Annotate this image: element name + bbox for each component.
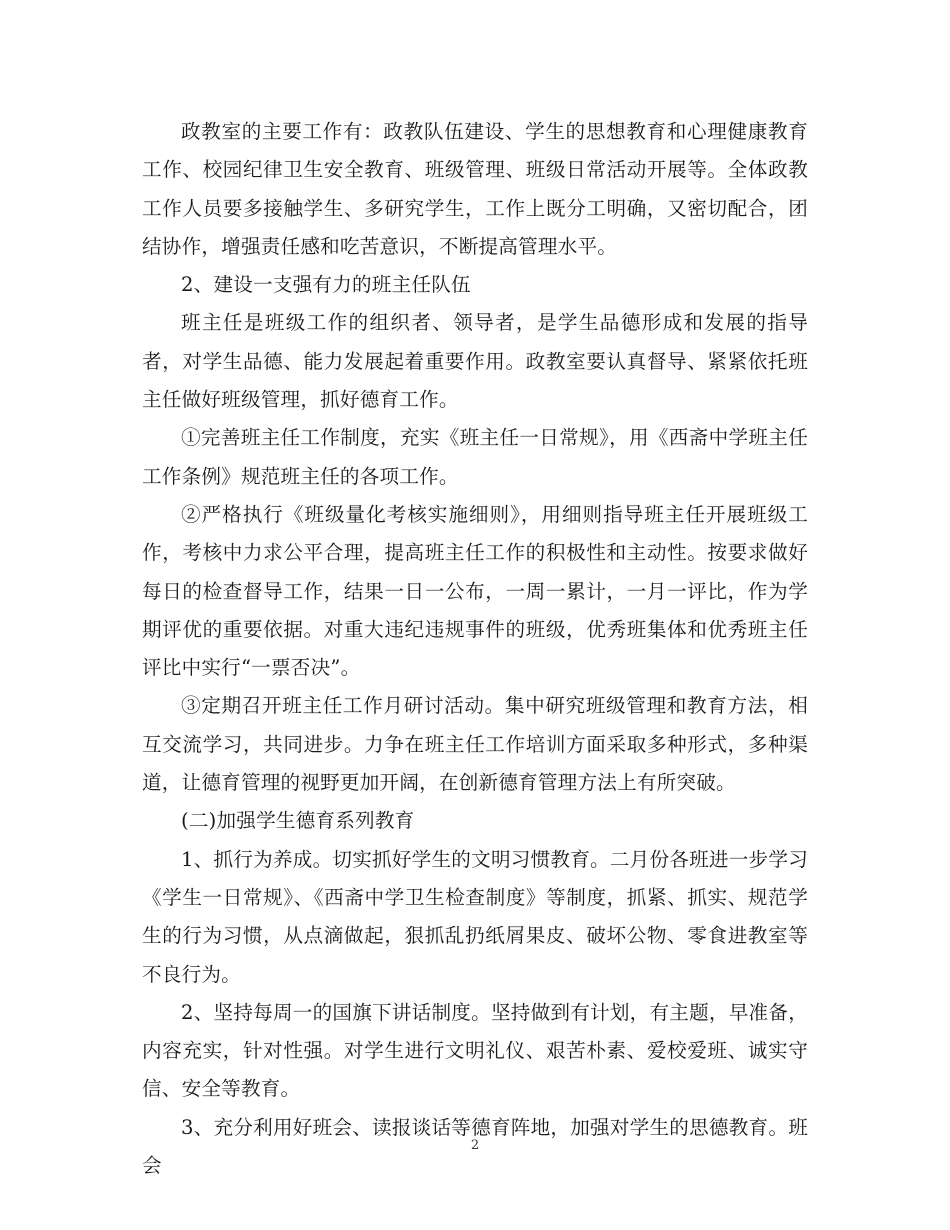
paragraph: 班主任是班级工作的组织者、领导者，是学生品德形成和发展的指导者，对学生品德、能力发展起着重要作用。政教室要认真督导、紧紧依托班主任做好班级管理，抓好德育工作。 xyxy=(142,311,808,412)
paragraph: 3、充分利用好班会、读报谈话等德育阵地，加强对学生的思德教育。班会 xyxy=(142,1115,808,1178)
section-heading: 2、建设一支强有力的班主任队伍 xyxy=(181,273,471,297)
paragraph: 政教室的主要工作有：政教队伍建设、学生的思想教育和心理健康教育工作、校园纪律卫生安全教育、班级管理、班级日常活动开展等。全体政教工作人员要多接触学生、多研究学生，工作上既分工明确，又密切配合，团结协作，增强责任感和吃苦意识，不断提高管理水平。 xyxy=(142,120,808,258)
list-item: ②严格执行《班级量化考核实施细则》，用细则指导班主任开展班级工作，考核中力求公平合理，提高班主任工作的积极性和主动性。按要求做好每日的检查督导工作，结果一日一公布，一周一累计，一月一评比，作为学期评优的重要依据。对重大违纪违规事件的班级，优秀班集体和优秀班主任评比中实行“一票否决”。 xyxy=(142,502,808,680)
list-item: ①完善班主任工作制度，充实《班主任一日常规》，用《西斋中学班主任工作条例》规范班主任的各项工作。 xyxy=(142,426,808,488)
paragraph: 2、坚持每周一的国旗下讲话制度。坚持做到有计划，有主题，早准备，内容充实，针对性强。对学生进行文明礼仪、艰苦朴素、爱校爱班、诚实守信、安全等教育。 xyxy=(142,1000,808,1101)
document-body xyxy=(142,113,808,1185)
section-heading: (二)加强学生德育系列教育 xyxy=(181,809,415,833)
paragraph: 1、抓行为养成。切实抓好学生的文明习惯教育。二月份各班进一步学习《学生一日常规》、《西斋中学卫生检查制度》等制度，抓紧、抓实、规范学生的行为习惯，从点滴做起，狠抓乱扔纸屑果皮、破坏公物、零食进教室等不良行为。 xyxy=(142,847,808,986)
page-number: 2 xyxy=(470,1138,480,1153)
list-item: ③定期召开班主任工作月研讨活动。集中研究班级管理和教育方法，相互交流学习，共同进步。力争在班主任工作培训方面采取多种形式，多种渠道，让德育管理的视野更加开阔，在创新德育管理方法上有所突破。 xyxy=(142,694,808,795)
